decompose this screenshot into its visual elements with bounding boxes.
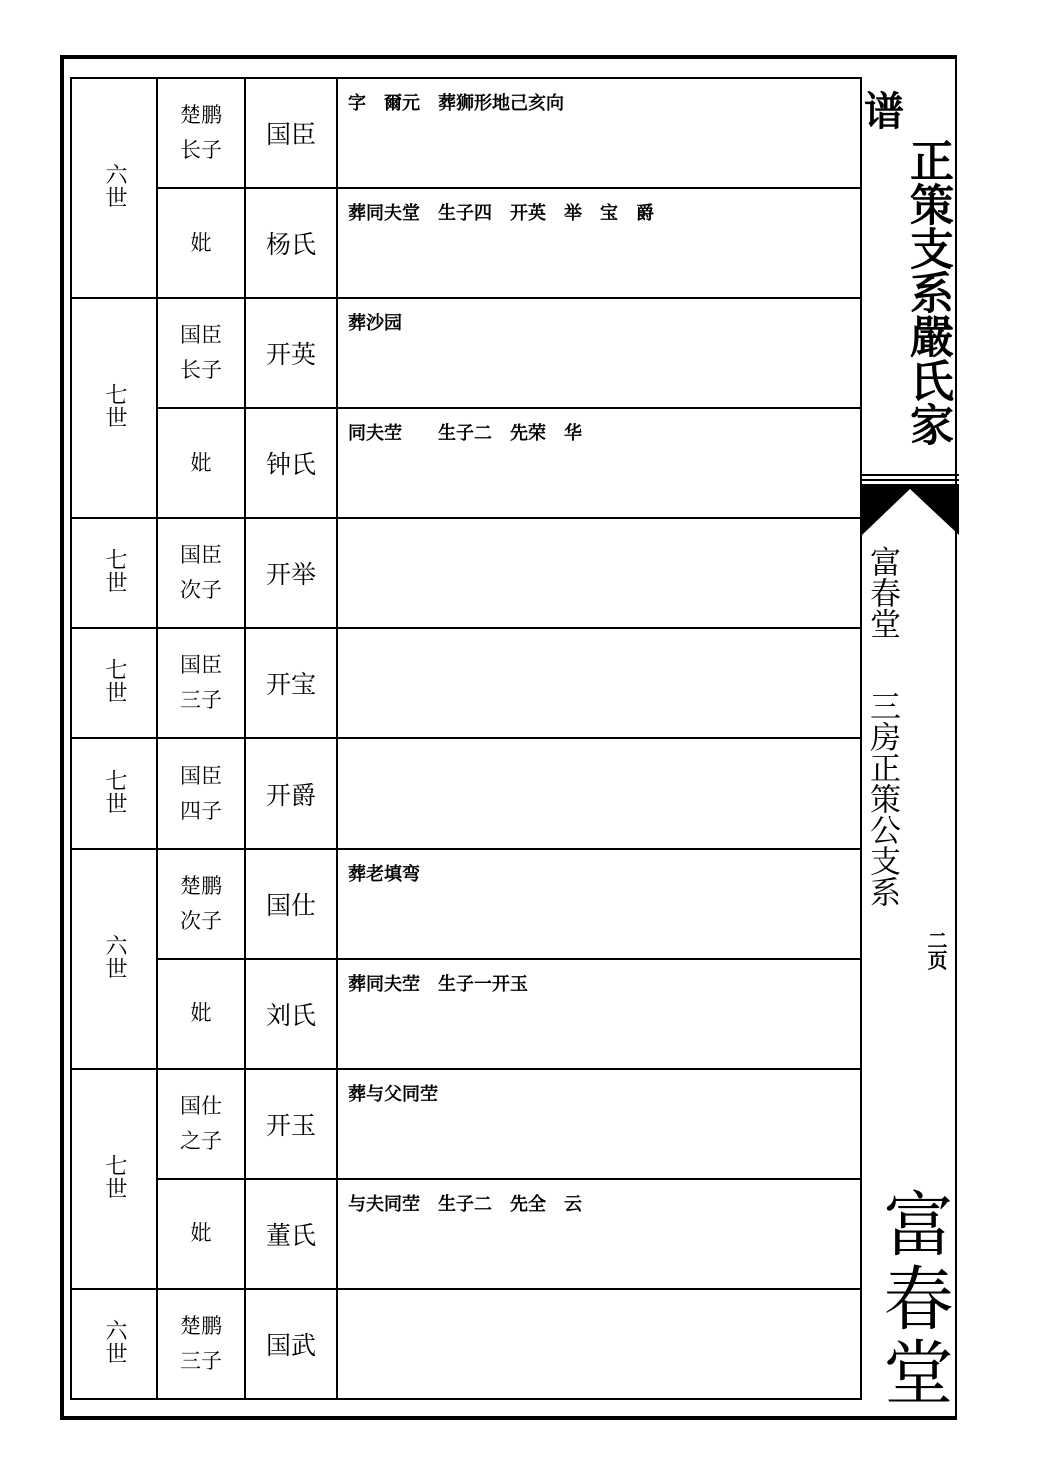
page-number: 二页 bbox=[924, 930, 948, 970]
note-cell: 葬同夫堂 生子四 开英 举 宝 爵 bbox=[337, 188, 861, 298]
table-row bbox=[71, 738, 861, 848]
note-cell: 葬沙园 bbox=[337, 298, 861, 408]
table-row bbox=[71, 408, 861, 518]
relation-cell: 国臣 长子 bbox=[157, 298, 245, 408]
relation-cell: 妣 bbox=[157, 408, 245, 518]
page-title: 正策支系嚴氏家 bbox=[902, 138, 953, 446]
chevron-ornament bbox=[862, 487, 959, 535]
name-cell: 开宝 bbox=[245, 628, 337, 738]
name-cell: 开爵 bbox=[245, 738, 337, 848]
name-cell: 国臣 bbox=[245, 78, 337, 188]
generation-cell: 七世 bbox=[71, 738, 157, 848]
name-cell: 国武 bbox=[245, 1289, 337, 1399]
relation-cell: 国仕 之子 bbox=[157, 1069, 245, 1179]
name-cell: 董氏 bbox=[245, 1179, 337, 1289]
note-cell: 与夫同茔 生子二 先全 云 bbox=[337, 1179, 861, 1289]
note-cell bbox=[337, 628, 861, 738]
table-row bbox=[71, 1179, 861, 1289]
table-row bbox=[71, 78, 861, 188]
note-cell bbox=[337, 518, 861, 628]
generation-cell: 六世 bbox=[71, 849, 157, 1069]
relation-cell: 妣 bbox=[157, 188, 245, 298]
divider bbox=[862, 474, 959, 476]
table-row bbox=[71, 298, 861, 408]
generation-cell: 七世 bbox=[71, 298, 157, 518]
note-cell bbox=[337, 1289, 861, 1399]
relation-cell: 楚鹏 长子 bbox=[157, 78, 245, 188]
table-row bbox=[71, 1289, 861, 1399]
note-cell: 葬与父同茔 bbox=[337, 1069, 861, 1179]
name-cell: 开英 bbox=[245, 298, 337, 408]
hall-name: 富春堂 bbox=[864, 546, 900, 639]
note-cell: 葬同夫茔 生子一开玉 bbox=[337, 959, 861, 1069]
generation-cell: 六世 bbox=[71, 78, 157, 298]
note-cell: 葬老填弯 bbox=[337, 849, 861, 959]
generation-cell: 七世 bbox=[71, 518, 157, 628]
table-row bbox=[71, 518, 861, 628]
divider bbox=[862, 479, 959, 481]
relation-cell: 楚鹏 三子 bbox=[157, 1289, 245, 1399]
relation-cell: 国臣 四子 bbox=[157, 738, 245, 848]
relation-cell: 楚鹏 次子 bbox=[157, 849, 245, 959]
generation-cell: 七世 bbox=[71, 1069, 157, 1289]
generation-cell: 七世 bbox=[71, 628, 157, 738]
table-row bbox=[71, 959, 861, 1069]
name-cell: 杨氏 bbox=[245, 188, 337, 298]
name-cell: 开玉 bbox=[245, 1069, 337, 1179]
table-row bbox=[71, 628, 861, 738]
relation-cell: 国臣 次子 bbox=[157, 518, 245, 628]
note-cell bbox=[337, 738, 861, 848]
genealogy-table bbox=[70, 77, 862, 1400]
name-cell: 开举 bbox=[245, 518, 337, 628]
table-row bbox=[71, 849, 861, 959]
note-cell: 同夫茔 生子二 先荣 华 bbox=[337, 408, 861, 518]
relation-cell: 国臣 三子 bbox=[157, 628, 245, 738]
table-row bbox=[71, 188, 861, 298]
brand-mark: 富春堂 bbox=[872, 1188, 954, 1410]
relation-cell: 妣 bbox=[157, 1179, 245, 1289]
generation-cell: 六世 bbox=[71, 1289, 157, 1399]
note-cell: 字 爾元 葬狮形地己亥向 bbox=[337, 78, 861, 188]
pu-char: 谱 bbox=[864, 88, 904, 135]
relation-cell: 妣 bbox=[157, 959, 245, 1069]
table-row bbox=[71, 1069, 861, 1179]
name-cell: 刘氏 bbox=[245, 959, 337, 1069]
name-cell: 钟氏 bbox=[245, 408, 337, 518]
name-cell: 国仕 bbox=[245, 849, 337, 959]
branch-name: 三房正策公支系 bbox=[864, 690, 900, 907]
